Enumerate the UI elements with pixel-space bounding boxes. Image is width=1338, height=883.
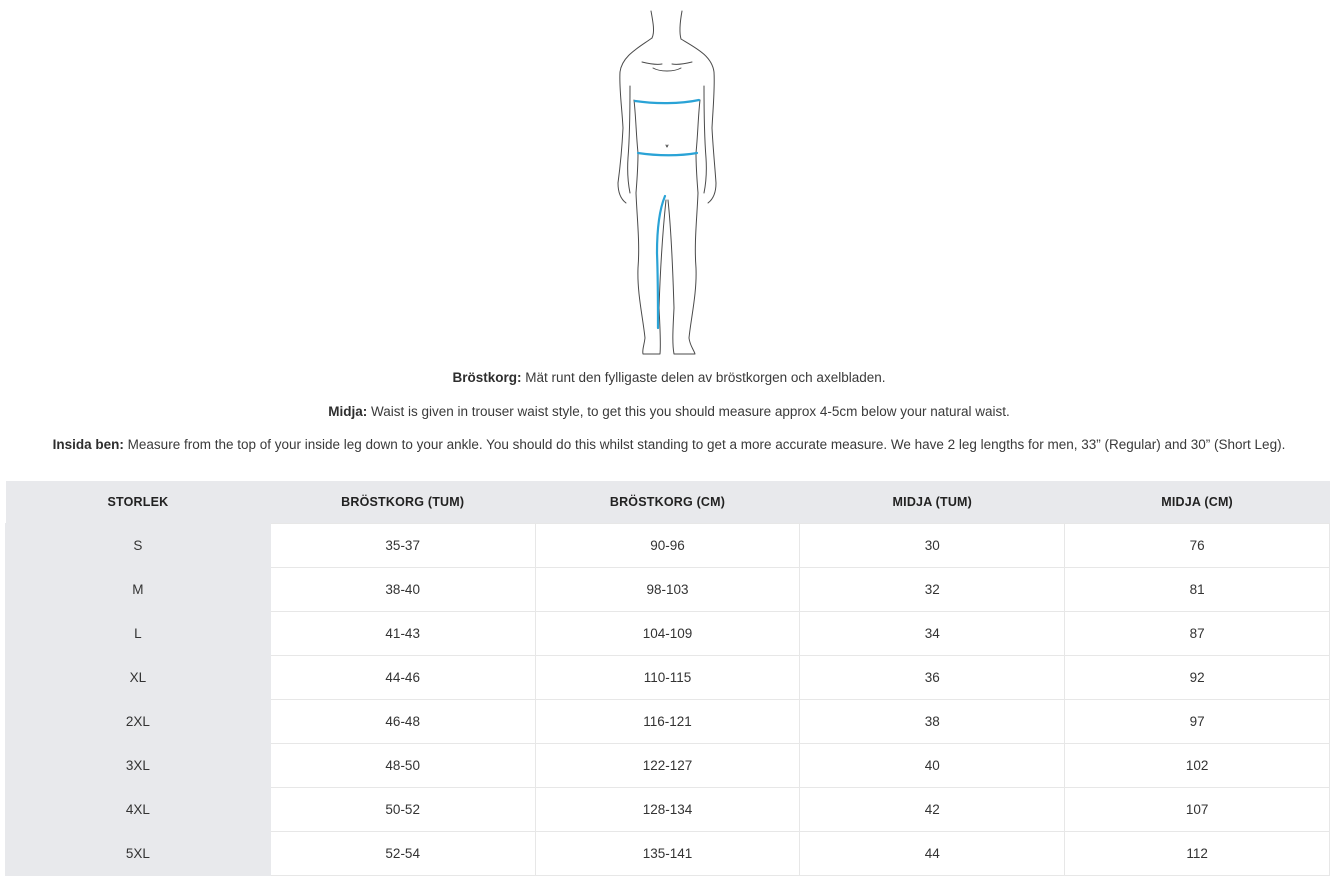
measurement-notes [0,369,1338,470]
header-size: STORLEK [6,481,271,524]
chest-note [0,369,1338,403]
chest-cm-cell: 128-134 [535,788,800,832]
waist-cm-cell: 97 [1065,700,1330,744]
waist-inches-cell: 34 [800,612,1065,656]
chest-cm-cell: 90-96 [535,524,800,568]
table-header-row [6,481,1330,524]
size-cell: 3XL [6,744,271,788]
size-cell: 4XL [6,788,271,832]
chest-cm-cell: 98-103 [535,568,800,612]
chest-inches-cell: 48-50 [270,744,535,788]
waist-inches-cell: 44 [800,832,1065,876]
waist-inches-cell: 32 [800,568,1065,612]
waist-cm-cell: 76 [1065,524,1330,568]
table-row [6,612,1330,656]
chest-inches-cell: 41-43 [270,612,535,656]
size-cell: S [6,524,271,568]
size-cell: M [6,568,271,612]
waist-inches-cell: 30 [800,524,1065,568]
chest-inches-cell: 52-54 [270,832,535,876]
size-cell: XL [6,656,271,700]
waist-note-label: Midja: [328,403,368,419]
chest-cm-cell: 122-127 [535,744,800,788]
chest-cm-cell: 110-115 [535,656,800,700]
waist-inches-cell: 38 [800,700,1065,744]
chest-inches-cell: 35-37 [270,524,535,568]
table-row [6,656,1330,700]
header-waist-inches: MIDJA (TUM) [800,481,1065,524]
table-row [6,568,1330,612]
waist-note [0,403,1338,437]
table-row [6,524,1330,568]
header-chest-inches: BRÖSTKORG (TUM) [270,481,535,524]
table-row [6,744,1330,788]
waist-cm-cell: 107 [1065,788,1330,832]
waist-inches-cell: 42 [800,788,1065,832]
inside-leg-note [0,436,1338,470]
body-outline-icon [600,8,740,360]
chest-note-text: Mät runt den fylligaste delen av bröstkorgen och axelbladen. [521,370,886,385]
waist-note-text: Waist is given in trouser waist style, to get this you should measure approx 4-5cm below your natural waist. [367,403,1010,419]
size-cell: 2XL [6,700,271,744]
size-chart-table [5,481,1330,876]
chest-cm-cell: 135-141 [535,832,800,876]
waist-cm-cell: 81 [1065,568,1330,612]
chest-inches-cell: 44-46 [270,656,535,700]
table-row [6,788,1330,832]
chest-inches-cell: 50-52 [270,788,535,832]
header-waist-cm: MIDJA (CM) [1065,481,1330,524]
chest-cm-cell: 104-109 [535,612,800,656]
inside-leg-note-text: Measure from the top of your inside leg down to your ankle. You should do this whilst standing to get a more accurate measure. We have 2 leg lengths for men, 33” (Regular) and 30” (Short Leg). [123,437,1286,452]
waist-cm-cell: 112 [1065,832,1330,876]
table-row [6,700,1330,744]
waist-cm-cell: 87 [1065,612,1330,656]
chest-inches-cell: 38-40 [270,568,535,612]
chest-note-label: Bröstkorg: [452,370,522,385]
waist-inches-cell: 36 [800,656,1065,700]
inside-leg-note-label: Insida ben: [52,437,124,452]
body-measurement-illustration [600,8,740,360]
chest-cm-cell: 116-121 [535,700,800,744]
waist-cm-cell: 92 [1065,656,1330,700]
table-row [6,832,1330,876]
header-chest-cm: BRÖSTKORG (CM) [535,481,800,524]
size-cell: 5XL [6,832,271,876]
size-cell: L [6,612,271,656]
waist-cm-cell: 102 [1065,744,1330,788]
chest-inches-cell: 46-48 [270,700,535,744]
waist-inches-cell: 40 [800,744,1065,788]
